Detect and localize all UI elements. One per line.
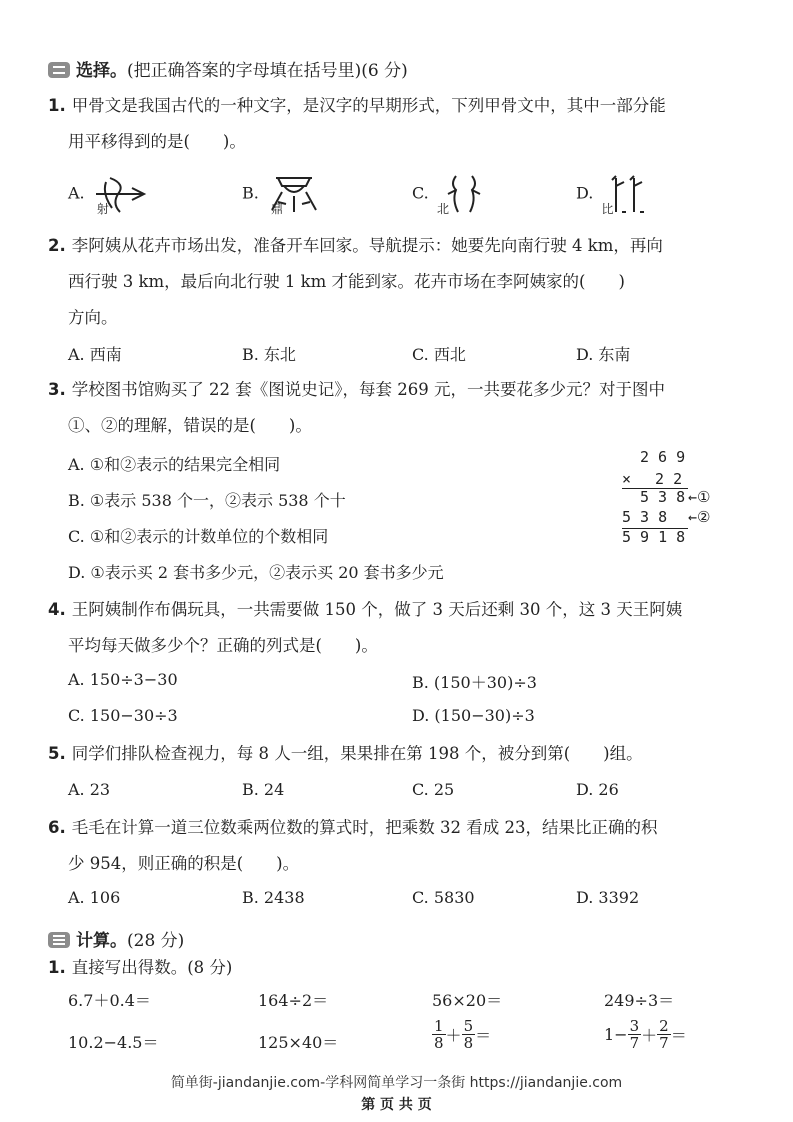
- calc-item: 56×20＝: [432, 991, 503, 1010]
- option-letter: C.: [412, 183, 429, 203]
- vertical-multiplication: [622, 448, 742, 552]
- calc-item: 125×40＝: [258, 1033, 339, 1052]
- marker-1: ←①: [688, 488, 711, 506]
- q2-option-c: C. 西北: [412, 345, 466, 364]
- operator: ＋: [445, 1026, 462, 1045]
- section-1-title: 选择。: [76, 61, 127, 81]
- equals-sign: ＝: [475, 1026, 492, 1045]
- q2-option-b: B. 东北: [242, 345, 296, 364]
- question-number: 6.: [48, 818, 66, 837]
- question-number: 3.: [48, 380, 66, 399]
- lead-term: 1−: [604, 1025, 628, 1044]
- section-1-heading: [48, 56, 408, 81]
- q4-option-c: C. 150−30÷3: [68, 706, 178, 725]
- question-number: 2.: [48, 236, 66, 255]
- option-character: 北: [436, 201, 449, 216]
- q6-option-c: C. 5830: [412, 888, 475, 907]
- calc-item: 6.7＋0.4＝: [68, 991, 151, 1010]
- section-2-note: (28 分): [127, 931, 185, 951]
- question-text: 直接写出得数。(8 分): [71, 958, 233, 977]
- section-2-title: 计算。: [76, 931, 127, 951]
- question-number: 1.: [48, 96, 66, 115]
- q2-option-d: D. 东南: [576, 345, 631, 364]
- q1-option-c: [412, 172, 511, 216]
- question-text: 学校图书馆购买了 22 套《图说史记》，每套 269 元，一共要花多少元？对于图中: [71, 380, 665, 399]
- question-1-line-2: 用平移得到的是( )。: [68, 132, 246, 151]
- fraction: $\frac{2}{7}$: [659, 1017, 669, 1052]
- question-5: [48, 736, 643, 772]
- calc-question-1: [48, 950, 232, 986]
- question-number: 5.: [48, 744, 66, 763]
- footer-watermark: 简单街-jiandanjie.com-学科网简单学习一条街 https://jiandanjie.com: [170, 1075, 623, 1091]
- option-character: 鼎: [271, 201, 284, 216]
- question-2-line-2: 西行驶 3 km，最后向北行驶 1 km 才能到家。花卉市场在李阿姨家的( ): [68, 272, 625, 291]
- partial-product-2: 5 3 8: [622, 508, 668, 526]
- question-number: 4.: [48, 600, 66, 619]
- equals-sign: ＝: [670, 1026, 687, 1045]
- q3-option-c: C. ①和②表示的计数单位的个数相同: [68, 527, 329, 546]
- section-number-three-icon: [48, 932, 70, 948]
- calc-item: 10.2−4.5＝: [68, 1033, 159, 1052]
- q1-option-b: [242, 172, 341, 216]
- q4-option-d: D. (150−30)÷3: [412, 706, 535, 725]
- question-2: [48, 228, 663, 264]
- q5-option-c: C. 25: [412, 780, 455, 799]
- section-number-two-icon: [48, 62, 70, 78]
- question-4-line-2: 平均每天做多少个？正确的列式是( )。: [68, 636, 378, 655]
- question-text: 同学们排队检查视力，每 8 人一组，果果排在第 198 个，被分到第( )组。: [71, 744, 643, 763]
- option-letter: A.: [68, 183, 85, 203]
- question-2-line-3: 方向。: [68, 308, 118, 327]
- question-6: [48, 810, 657, 846]
- q3-option-a: A. ①和②表示的结果完全相同: [68, 455, 281, 474]
- q6-option-d: D. 3392: [576, 888, 640, 907]
- multiplicand: 2 6 9: [640, 448, 686, 466]
- calc-fraction-expression: [604, 1018, 687, 1051]
- option-character: 射: [96, 201, 109, 216]
- q4-option-a: A. 150÷3−30: [68, 670, 178, 689]
- option-character: 比: [601, 201, 614, 216]
- fraction: $\frac{3}{7}$: [629, 1017, 640, 1052]
- q2-option-a: A. 西南: [68, 345, 122, 364]
- q4-option-b: B. (150＋30)÷3: [412, 673, 537, 692]
- q5-option-d: D. 26: [576, 780, 619, 799]
- q5-option-a: A. 23: [68, 780, 111, 799]
- calc-fraction-sum: [432, 1018, 491, 1051]
- question-text: 李阿姨从花卉市场出发，准备开车回家。导航提示：她要先向南行驶 4 km，再向: [71, 236, 663, 255]
- q6-option-a: A. 106: [68, 888, 121, 907]
- question-3: [48, 372, 665, 408]
- q3-option-b: B. ①表示 538 个一，②表示 538 个十: [68, 491, 346, 510]
- fraction: $\frac{1}{8}$: [434, 1017, 444, 1052]
- q1-option-a: [68, 172, 167, 216]
- section-2-heading: [48, 926, 184, 951]
- question-text: 甲骨文是我国古代的一种文字，是汉字的早期形式，下列甲骨文中，其中一部分能: [71, 96, 666, 115]
- question-1: [48, 88, 666, 124]
- fraction: $\frac{5}{8}$: [463, 1017, 474, 1052]
- q6-option-b: B. 2438: [242, 888, 305, 907]
- marker-2: ←②: [688, 508, 711, 526]
- multiplier: × 2 2: [622, 470, 683, 488]
- question-text: 毛毛在计算一道三位数乘两位数的算式时，把乘数 32 看成 23，结果比正确的积: [71, 818, 658, 837]
- option-letter: B.: [242, 183, 259, 203]
- question-3-line-2: ①、②的理解，错误的是( )。: [68, 416, 312, 435]
- partial-product-1: 5 3 8: [640, 488, 686, 506]
- q3-option-d: D. ①表示买 2 套书多少元，②表示买 20 套书多少元: [68, 563, 444, 582]
- question-6-line-2: 少 954，则正确的积是( )。: [68, 854, 300, 873]
- final-product: 5 9 1 8: [622, 528, 686, 546]
- option-letter: D.: [576, 183, 594, 203]
- q5-option-b: B. 24: [242, 780, 285, 799]
- page-number: 第 页 共 页: [361, 1097, 432, 1113]
- operator: ＋: [641, 1026, 658, 1045]
- question-text: 王阿姨制作布偶玩具，一共需要做 150 个，做了 3 天后还剩 30 个，这 3 天王阿姨: [71, 600, 683, 619]
- section-1-note: (把正确答案的字母填在括号里)(6 分): [127, 61, 408, 81]
- calc-item: 164÷2＝: [258, 991, 329, 1010]
- q1-option-d: [576, 172, 676, 216]
- question-4: [48, 592, 682, 628]
- question-number: 1.: [48, 958, 66, 977]
- calc-item: 249÷3＝: [604, 991, 675, 1010]
